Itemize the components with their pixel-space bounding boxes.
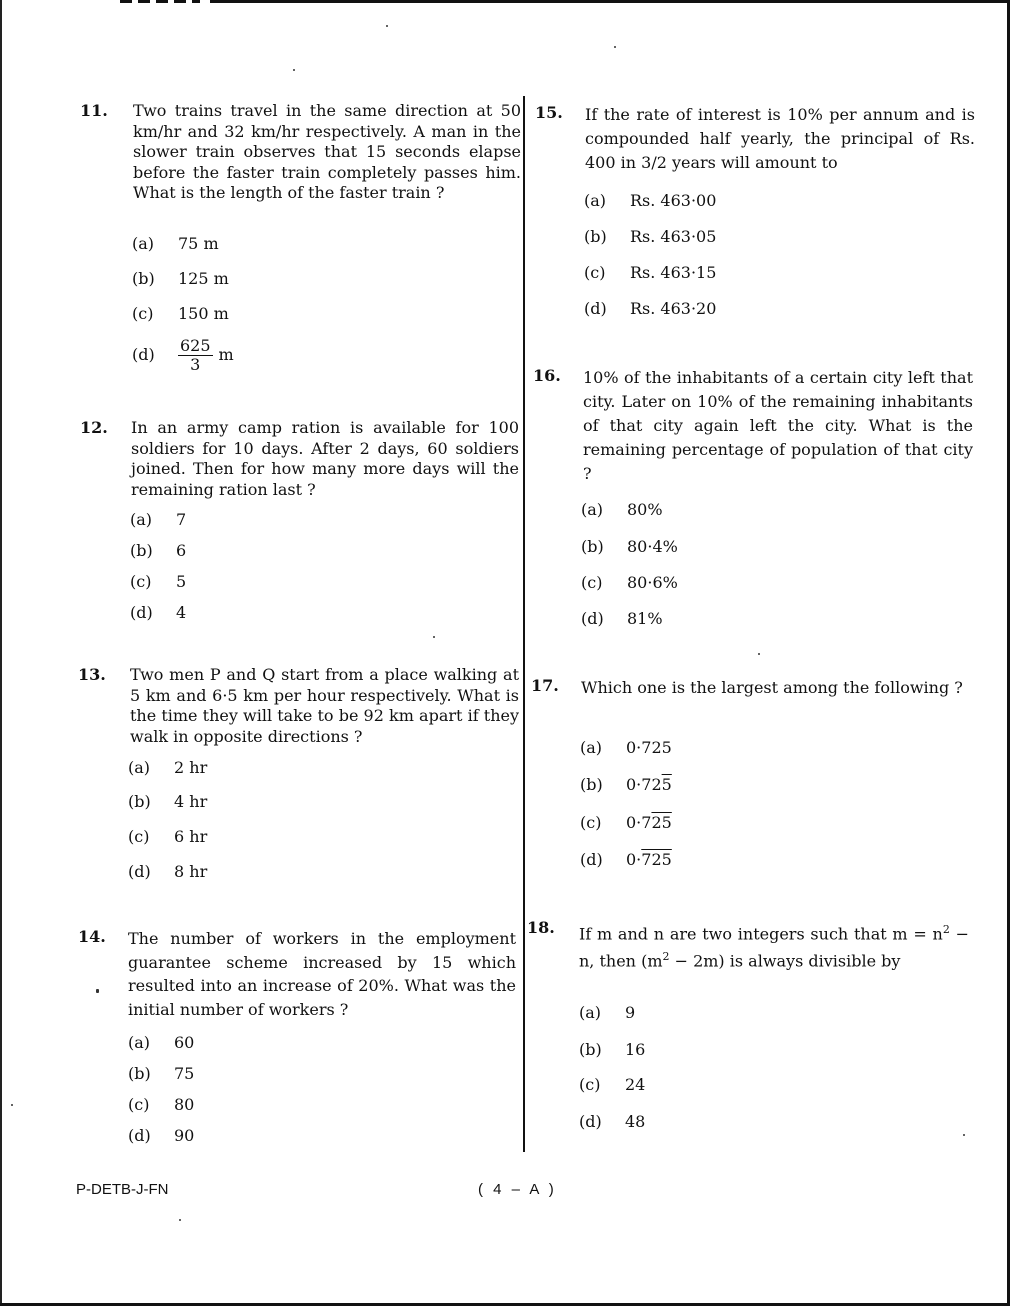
recurring-digits: 25 [651, 813, 672, 832]
question-text: Which one is the largest among the following ? [581, 678, 963, 697]
option-a: (a) 7 [130, 510, 187, 529]
question-13 [78, 665, 525, 895]
question-14 [78, 927, 525, 1147]
option-c: (c) 80·6% [581, 573, 678, 592]
question-11 [80, 101, 525, 401]
page-number: ( 4 – A ) [478, 1181, 554, 1198]
option-c: (c) Rs. 463·15 [584, 263, 717, 282]
question-number: 12. [80, 418, 108, 437]
scan-speck [433, 636, 435, 638]
question-number: 16. [533, 366, 561, 385]
scan-speck [293, 69, 295, 71]
option-d: (d) 0·725 [580, 850, 672, 869]
option-b: (b) 4 hr [128, 792, 208, 811]
recurring-digits: 5 [661, 775, 672, 794]
option-b: (b) 16 [579, 1040, 646, 1059]
scan-speck [179, 1219, 181, 1221]
question-text: The number of workers in the employment guarantee scheme increased by 15 which resulted into an increase of 20%. What was the initial number of workers ? [128, 929, 516, 1019]
option-d: (d) 90 [128, 1126, 195, 1145]
question-18 [527, 918, 980, 1138]
option-d: (d) $\frac{625}{3}$ m [132, 336, 234, 374]
page-border-left [0, 0, 2, 1306]
option-a: (a) 80% [581, 500, 663, 519]
question-text: Two trains travel in the same direction at 50 km/hr and 32 km/hr respectively. A man in the slower train observes that 15 seconds elapse before the faster train completely passes him. What is the length of the faster train ? [133, 101, 521, 202]
option-a: (a) 2 hr [128, 758, 208, 777]
page-border-top [210, 0, 1010, 3]
question-number: 11. [80, 101, 108, 120]
question-number: 17. [531, 676, 559, 695]
option-d: (d) 48 [579, 1112, 646, 1131]
question-12 [80, 418, 525, 628]
option-d: (d) Rs. 463·20 [584, 299, 717, 318]
question-text: If the rate of interest is 10% per annum and is compounded half yearly, the principal of Rs. 400 in 3/2 years will amount to [585, 105, 975, 172]
question-text: 10% of the inhabitants of a certain city left that city. Later on 10% of the remaining inhabitants of that city again left the city. What is the remaining percentage of population of that city ? [583, 368, 973, 483]
paper-code: P-DETB-J-FN [76, 1181, 169, 1198]
option-c: (c) 6 hr [128, 827, 208, 846]
scan-speck [614, 46, 616, 48]
option-a: (a) 9 [579, 1003, 636, 1022]
question-number: 13. [78, 665, 106, 684]
scan-speck [963, 1134, 965, 1136]
option-b: (b) 6 [130, 541, 187, 560]
scan-speck [758, 653, 760, 655]
scan-speck [11, 1104, 13, 1106]
option-b: (b) 125 m [132, 269, 229, 288]
question-16 [533, 366, 980, 636]
option-a: (a) 0·725 [580, 738, 672, 757]
scan-speck [386, 25, 388, 27]
question-15 [535, 103, 980, 333]
option-b: (b) 0·725 [580, 775, 672, 794]
fraction: $\frac{625}{3}$ [180, 336, 211, 374]
option-a: (a) 75 m [132, 234, 219, 253]
option-d: (d) 81% [581, 609, 663, 628]
page-border-dash [120, 0, 200, 3]
option-c: (c) 80 [128, 1095, 195, 1114]
option-a: (a) 60 [128, 1033, 195, 1052]
question-text: In an army camp ration is available for 100 soldiers for 10 days. After 2 days, 60 soldiers joined. Then for how many more days will the remaining ration last ? [131, 418, 519, 499]
question-text: If m and n are two integers such that $m = n^2 - n$, then $(m^2 - 2m)$ is always divisible by [579, 923, 969, 971]
option-b: (b) Rs. 463·05 [584, 227, 717, 246]
option-a: (a) Rs. 463·00 [584, 191, 717, 210]
option-c: (c) 5 [130, 572, 187, 591]
scan-speck [96, 989, 99, 993]
option-d: (d) 8 hr [128, 862, 208, 881]
option-c: (c) 24 [579, 1075, 646, 1094]
option-d: (d) 4 [130, 603, 187, 622]
option-b: (b) 80·4% [581, 537, 678, 556]
option-c: (c) 150 m [132, 304, 229, 323]
question-number: 15. [535, 103, 563, 122]
question-17 [531, 676, 980, 876]
question-number: 14. [78, 927, 106, 946]
question-number: 18. [527, 918, 555, 937]
option-b: (b) 75 [128, 1064, 195, 1083]
option-c: (c) 0·725 [580, 813, 672, 832]
recurring-digits: 725 [641, 850, 672, 869]
question-text: Two men P and Q start from a place walking at 5 km and 6·5 km per hour respectively. What is the time they will take to be 92 km apart if they walk in opposite directions ? [130, 665, 519, 746]
